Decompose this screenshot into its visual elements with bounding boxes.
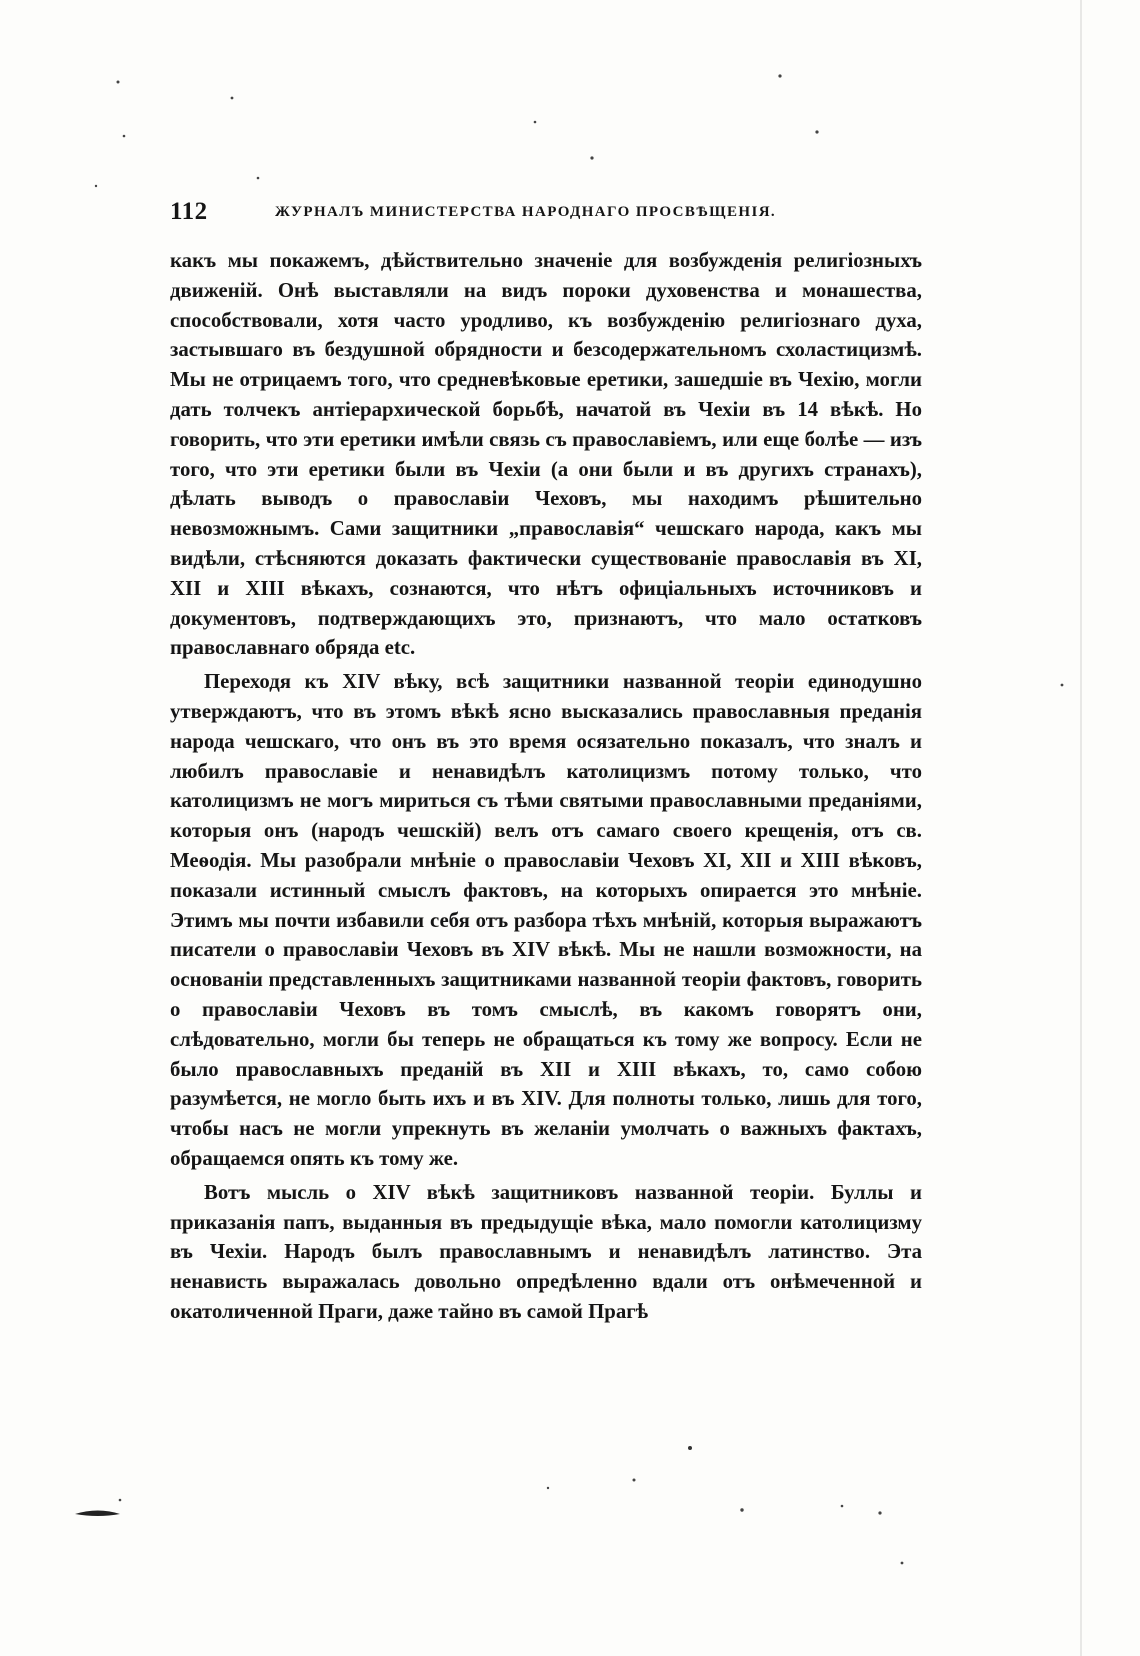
page-header — [170, 198, 820, 230]
paragraph: Вотъ мысль о XIV вѣкѣ защитниковъ названной теоріи. Буллы и приказанія папъ, выданныя въ предыдущіе вѣка, мало помогли католицизму въ Чехіи. Народъ былъ православнымъ и ненавидѣлъ латинство. Эта ненависть выражалась довольно опредѣленно вдали отъ онѣмеченной и окатоличенной Праги, даже тайно въ самой Прагѣ — [170, 1180, 922, 1323]
paragraph: какъ мы покажемъ, дѣйствительно значеніе для возбужденія религіозныхъ движеній. Онѣ выставляли на видъ пороки духовенства и монашества, способствовали, хотя часто уродливо, къ возбужденію религіознаго духа, застывшаго въ бездушной обрядности и безсодержательномъ схоластицизмѣ. Мы не отрицаемъ того, что средневѣковые еретики, зашедшіе въ Чехію, могли дать толчекъ антіерархической борьбѣ, начатой въ Чехіи въ 14 вѣкѣ. Но говорить, что эти еретики имѣли связь съ православіемъ, или еще болѣе — изъ того, что эти еретики были въ Чехіи (а они были и въ другихъ странахъ), дѣлать выводъ о православіи Чеховъ, мы находимъ рѣшительно невозможнымъ. Сами защитники „православія“ чешскаго народа, какъ мы видѣли, стѣсняются доказать фактически существованіе православія въ XI, XII и XIII вѣкахъ, сознаются, что нѣтъ офиціальныхъ источниковъ и документовъ, подтверждающихъ это, признаютъ, что мало остатковъ православнаго обряда etc. — [170, 249, 922, 660]
page-number: 112 — [170, 198, 208, 225]
body-text — [170, 246, 922, 1327]
paragraph: Переходя къ XIV вѣку, всѣ защитники названной теоріи единодушно утверждаютъ, что въ этомъ вѣкѣ ясно высказались православныя преданія народа чешскаго, что онъ въ это время осязательно показалъ, что зналъ и любилъ православіе и ненавидѣлъ католицизмъ потому только, что католицизмъ не могъ мириться съ тѣми святыми православными преданіями, которыя онъ (народъ чешскій) велъ отъ самаго своего крещенія, отъ св. Меѳодія. Мы разобрали мнѣніе о православіи Чеховъ XI, XII и XIII вѣковъ, показали истинный смыслъ фактовъ, на которыхъ опирается это мнѣніе. Этимъ мы почти избавили себя отъ разбора тѣхъ мнѣній, которыя выражаютъ писатели о православіи Чеховъ въ XIV вѣкѣ. Мы не нашли возможности, на основаніи представленныхъ защитниками названной теоріи фактовъ, говорить о православіи Чеховъ въ томъ смыслѣ, въ какомъ говорятъ они, слѣдовательно, могли бы теперь не обращаться къ тому же вопросу. Если не было православныхъ преданій въ XII и XIII вѣкахъ, то, само собою разумѣется, не могло быть ихъ и въ XIV. Для полноты только, лишь для того, чтобы насъ не могли упрекнуть въ желаніи умолчать о важныхъ фактахъ, обращаемся опять къ тому же. — [170, 670, 922, 1170]
running-title: ЖУРНАЛЪ МИНИСТЕРСТВА НАРОДНАГО ПРОСВѢЩЕНІЯ. — [275, 204, 777, 220]
